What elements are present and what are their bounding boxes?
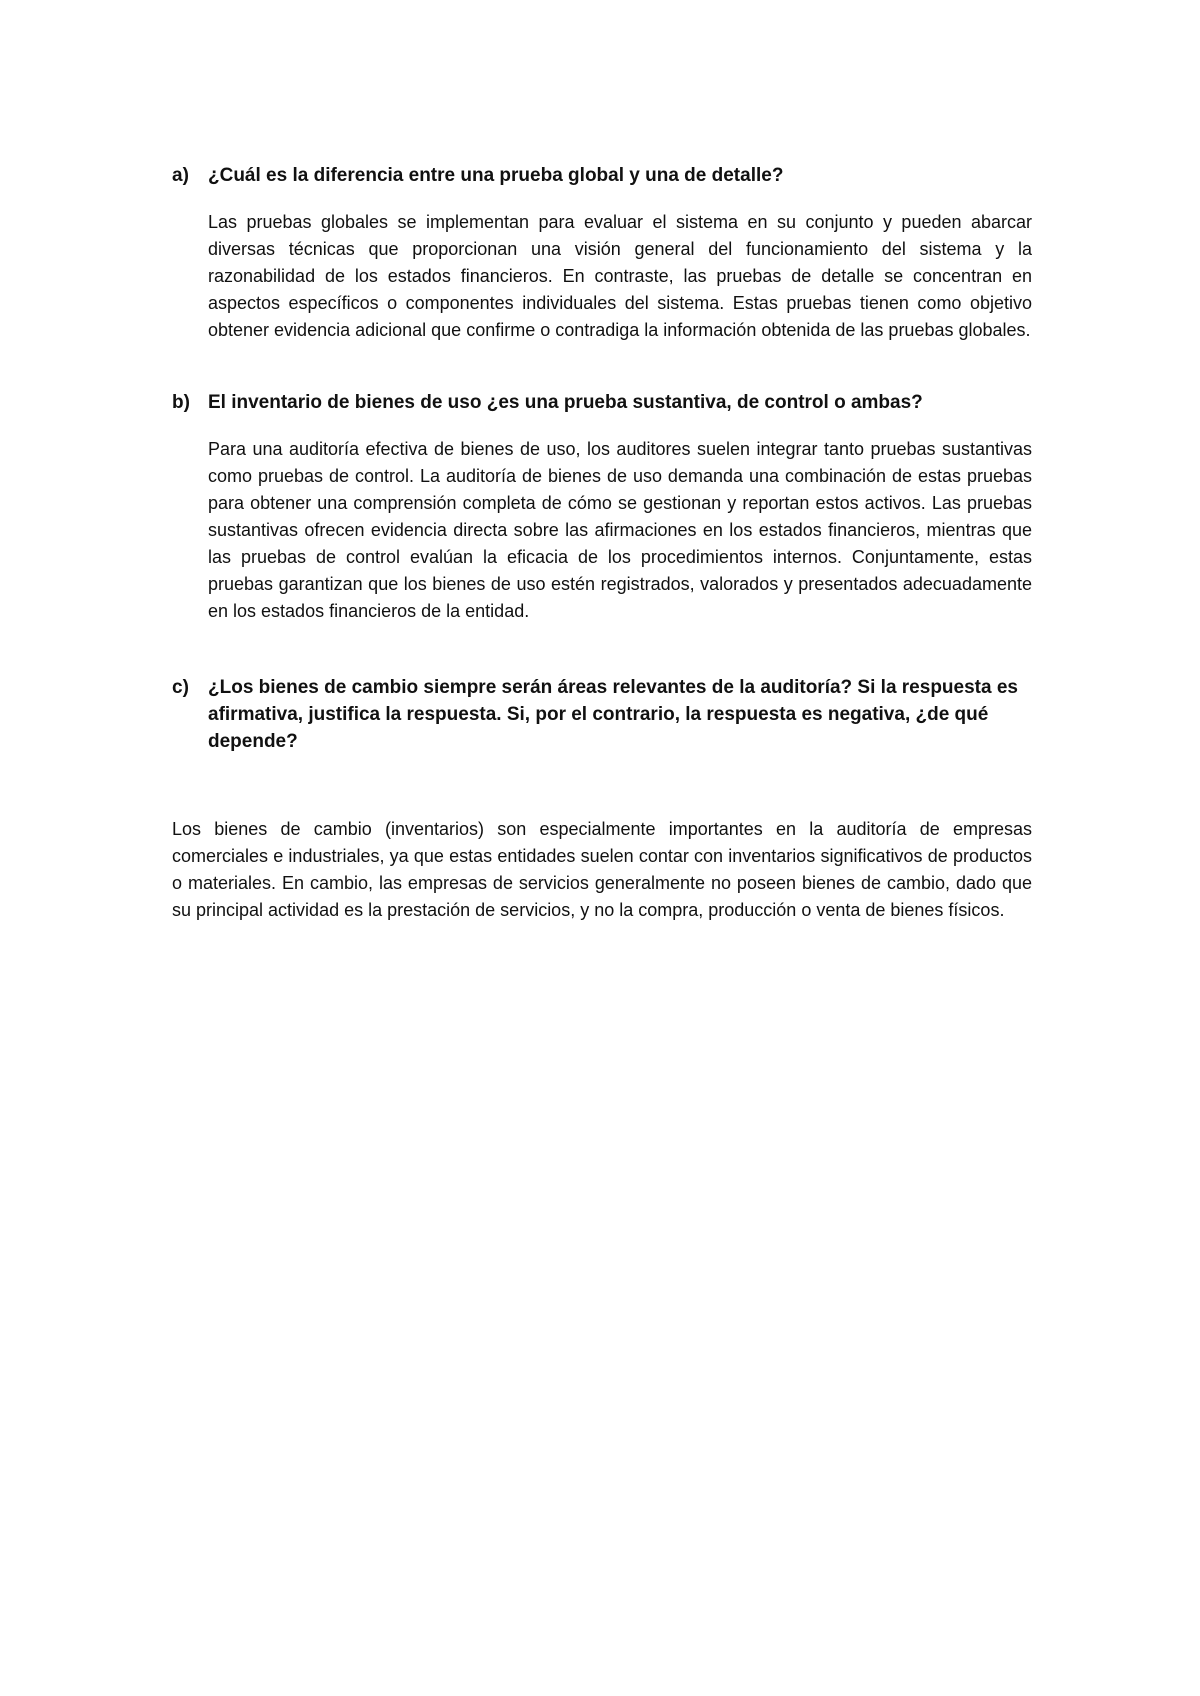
answer-c: Los bienes de cambio (inventarios) son especialmente importantes en la auditoría de empresas comerciales e industriales, ya que estas entidades suelen contar con inventarios significativos de productos o materiales. En cambio, las empresas de servicios generalmente no poseen bienes de cambio, dado que su principal actividad es la prestación de servicios, y no la compra, producción o venta de bienes físicos. <box>172 819 1032 920</box>
question-a <box>172 162 1032 189</box>
answer-b: Para una auditoría efectiva de bienes de uso, los auditores suelen integrar tanto pruebas sustantivas como pruebas de control. La auditoría de bienes de uso demanda una combinación de estas pruebas para obtener una comprensión completa de cómo se gestionan y reportan estos activos. Las pruebas sustantivas ofrecen evidencia directa sobre las afirmaciones en los estados financieros, mientras que las pruebas de control evalúan la eficacia de los procedimientos internos. Conjuntamente, estas pruebas garantizan que los bienes de uso estén registrados, valorados y presentados adecuadamente en los estados financieros de la entidad. <box>208 439 1032 621</box>
question-c <box>172 674 1032 755</box>
answer-a: Las pruebas globales se implementan para evaluar el sistema en su conjunto y pueden abarcar diversas técnicas que proporcionan una visión general del funcionamiento del sistema y la razonabilidad de los estados financieros. En contraste, las pruebas de detalle se concentran en aspectos específicos o componentes individuales del sistema. Estas pruebas tienen como objetivo obtener evidencia adicional que confirme o contradiga la información obtenida de las pruebas globales. <box>208 212 1032 340</box>
question-b <box>172 389 1032 416</box>
question-c-text: ¿Los bienes de cambio siempre serán áreas relevantes de la auditoría? Si la respuesta es afirmativa, justifica la respuesta. Si, por el contrario, la respuesta es negativa, ¿de qué depende? <box>208 677 1018 752</box>
question-a-text: ¿Cuál es la diferencia entre una prueba global y una de detalle? <box>208 165 784 186</box>
question-b-letter: b) <box>172 392 190 413</box>
question-a-letter: a) <box>172 165 189 186</box>
question-b-text: El inventario de bienes de uso ¿es una prueba sustantiva, de control o ambas? <box>208 392 923 413</box>
question-c-letter: c) <box>172 677 189 698</box>
